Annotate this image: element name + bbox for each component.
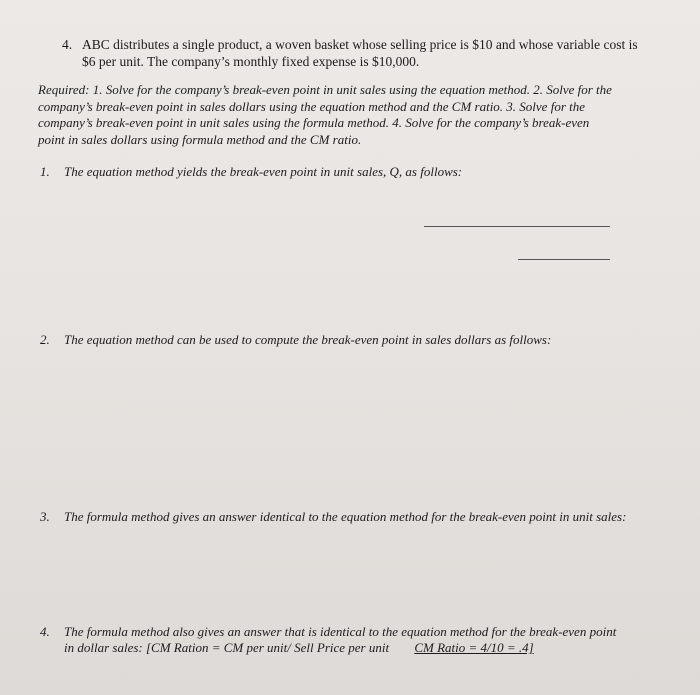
part-text-continued: in dollar sales: [CM Ration = CM per unit/ Sell Price per unit — [64, 640, 390, 655]
required-line: company’s break-even point in sales dollars using the equation method and the CM ratio. 3. Solve for the — [38, 98, 586, 114]
part-1 — [40, 164, 462, 180]
required-line: point in sales dollars using formula method and the CM ratio. — [38, 131, 362, 147]
part-number: 4. — [40, 624, 50, 639]
problem-text-line-2: $6 per unit. The company’s monthly fixed expense is $10,000. — [82, 54, 420, 69]
answer-line[interactable] — [424, 226, 610, 227]
part-text: The equation method yields the break-even point in unit sales, Q, as follows: — [64, 164, 463, 179]
part-text: The equation method can be used to compute the break-even point in sales dollars as follows: — [64, 332, 552, 347]
part-number: 3. — [40, 509, 50, 524]
part-number: 2. — [40, 332, 50, 347]
part-4 — [40, 624, 616, 656]
required-instructions — [38, 82, 658, 148]
problem-number: 4. — [62, 37, 73, 52]
required-line: company’s break-even point in unit sales using the formula method. 4. Solve for the company’s break-even — [38, 115, 590, 130]
cm-ratio-answer[interactable]: CM Ratio = 4/10 = .4] — [414, 640, 534, 655]
part-text: The formula method also gives an answer that is identical to the equation method for the break-even point — [64, 624, 617, 639]
part-text: The formula method gives an answer identical to the equation method for the break-even point in unit sales: — [64, 509, 627, 524]
required-line: Required: 1. Solve for the company’s break-even point in unit sales using the equation method. 2. Solve for the — [38, 82, 612, 97]
part-2 — [40, 332, 551, 348]
problem-text-line-1: ABC distributes a single product, a woven basket whose selling price is $10 and whose variable cost is — [82, 37, 638, 52]
answer-line[interactable] — [518, 259, 610, 260]
part-number: 1. — [40, 164, 50, 179]
part-3 — [40, 509, 626, 525]
